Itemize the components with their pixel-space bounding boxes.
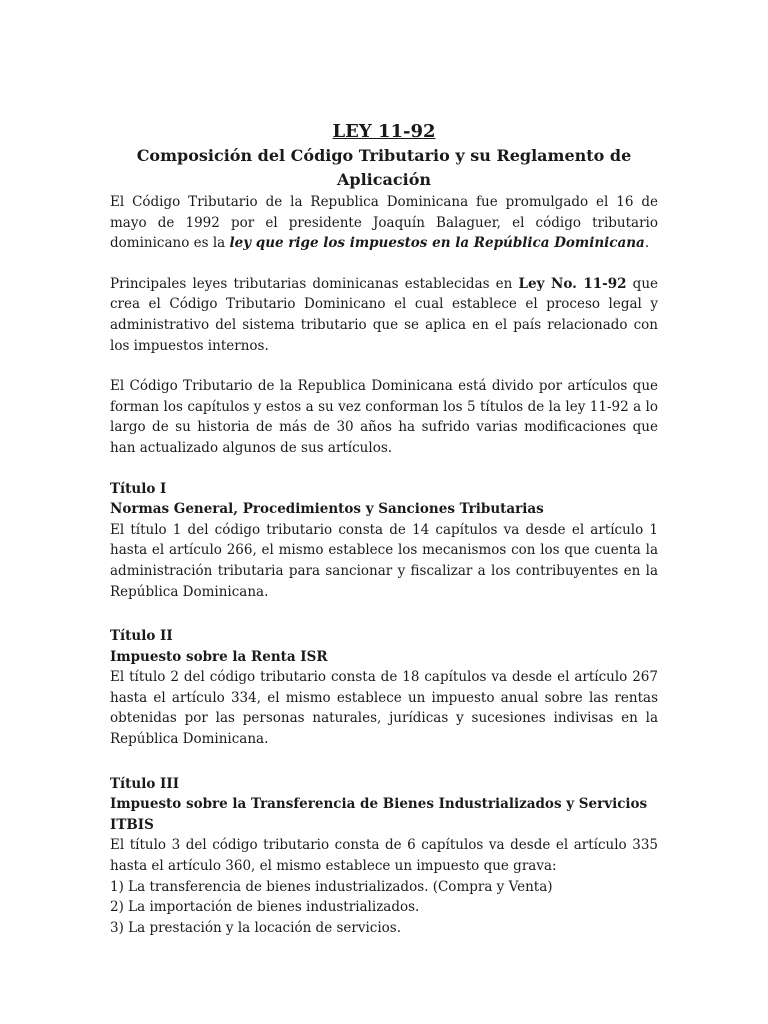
section-1-heading: Normas General, Procedimientos y Sanciones Tributarias [110,501,544,518]
section-3-list-item: 2) La importación de bienes industrializados. [110,899,420,916]
intro-paragraph [110,192,658,254]
intro-text: El Código Tributario de la Republica Dominicana fue promulgado el 16 de mayo de 1992 por el presidente Joaquín Balaguer, el código tributario dominicano es la [110,194,658,252]
section-2-body: El título 2 del código tributario consta de 18 capítulos va desde el artículo 267 hasta el artículo 334, el mismo establece un impuesto anual sobre las rentas obtenidas por las personas naturales, jurídicas y sucesiones indivisas en la República Dominicana. [110,669,658,748]
laws-text-end: que crea el Código Tributario Dominicano el cual establece el proceso legal y administrativo del sistema tributario que se aplica en el país relacionado con los impuestos internos. [110,275,658,354]
law-number: Ley No. 11-92 [518,275,627,292]
document-subtitle: Composición del Código Tributario y su Reglamento de Aplicación [136,146,632,189]
section-2-heading: Impuesto sobre la Renta ISR [110,648,328,665]
section-1-body: El título 1 del código tributario consta de 14 capítulos va desde el artículo 1 hasta el artículo 266, el mismo establece los mecanismos con los que cuenta la administración tributaria para sancionar y fiscalizar a los contribuyentes en la República Dominicana. [110,521,658,600]
section-2-label: Título II [110,628,173,645]
section-3-body: El título 3 del código tributario consta de 6 capítulos va desde el artículo 335 hasta el artículo 360, el mismo establece un impuesto que grava: [110,837,658,875]
section-3-label: Título III [110,775,180,792]
section-3-list-item: 1) La transferencia de bienes industrializados. (Compra y Venta) [110,878,553,895]
laws-paragraph [110,274,658,356]
structure-paragraph: El Código Tributario de la Republica Dominicana está divido por artículos que forman los capítulos y estos a su vez conforman los 5 títulos de la ley 11-92 a lo largo de su historia de más de 30 años ha sufrido varias modificaciones que han actualizado algunos de sus artículos. [110,378,658,456]
intro-text-end: . [644,235,650,252]
section-1-label: Título I [110,480,167,497]
section-3-list-item: 3) La prestación y la locación de servicios. [110,919,402,936]
section-3-heading: Impuesto sobre la Transferencia de Bienes Industrializados y Servicios ITBIS [110,796,648,833]
laws-text: Principales leyes tributarias dominicanas establecidas en [110,275,519,292]
document-title: LEY 11-92 [332,121,436,142]
intro-emphasis: ley que rige los impuestos en la República Dominicana [229,235,645,252]
